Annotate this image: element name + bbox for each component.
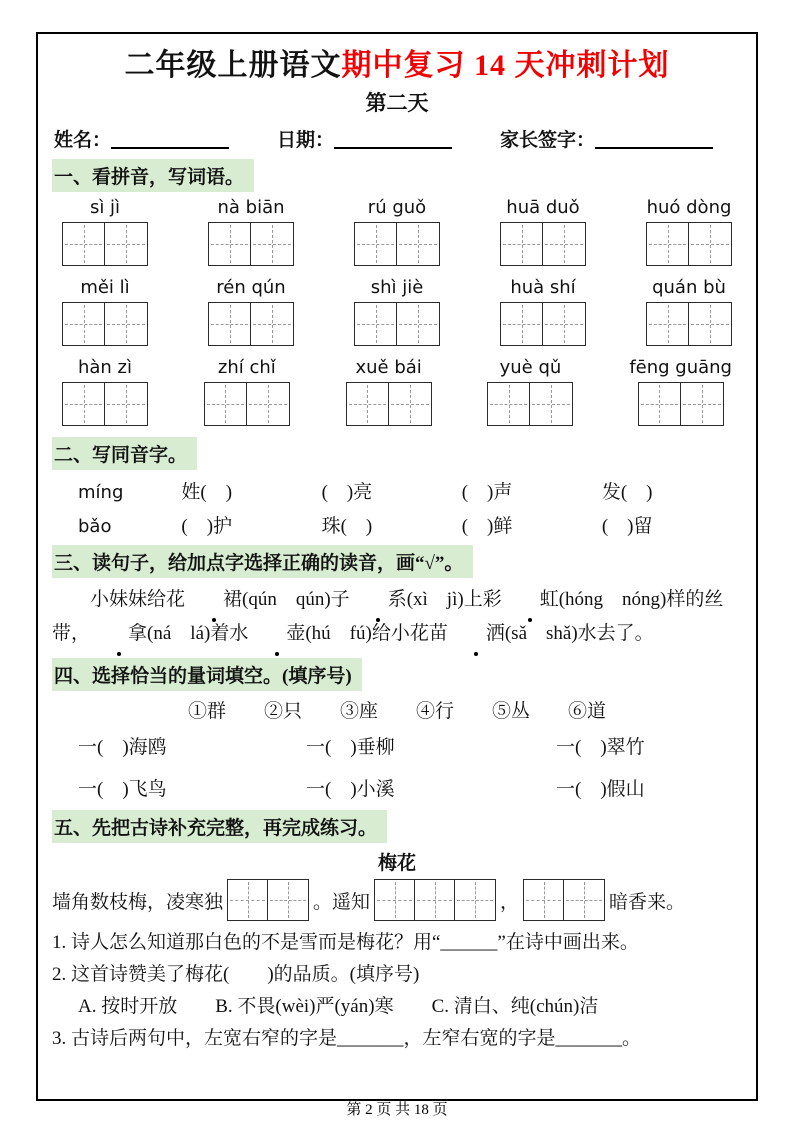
sentence-text: (hú fú)给小花苗 [305,623,448,644]
grid-cell [375,880,415,920]
measure-blank: 一( )翠竹 [556,737,645,758]
grid-cell [105,383,147,425]
poem-text: 。遥知 [313,891,371,913]
grid-cell [63,223,105,265]
day-subtitle: 第二天 [365,91,429,115]
pinyin-label: quán bù [652,277,726,298]
grid-cell [105,303,147,345]
grid-cell [355,303,397,345]
pinyin-label: shì jiè [370,277,424,298]
homophone-pinyin: bǎo [78,516,112,537]
homophone-blank: ( )声 [461,482,513,503]
grid-cell [501,303,543,345]
pinyin-label: zhí chǐ [217,357,276,378]
homophone-area [52,477,742,538]
poem-text: ， [500,891,520,913]
grid-cell [355,223,397,265]
section2 [52,437,742,470]
grid-cell [564,880,604,920]
dotted-char: 虹 [502,583,559,617]
pinyin-word-group [646,277,732,346]
date-blank-line [334,130,452,149]
grid-cell [543,303,585,345]
pinyin-label: huà shí [510,277,576,298]
section5-heading: 五、先把古诗补充完整，再完成练习。 [52,810,387,843]
pinyin-label: hàn zì [77,357,133,378]
name-blank-line [111,130,229,149]
grid-cell [268,880,308,920]
pinyin-word-group [204,357,290,426]
pinyin-word-group [500,277,586,346]
question-2-options: A. 按时开放 B. 不畏(wèi)严(yán)寒 C. 清白、纯(chún)洁 [78,996,599,1017]
pinyin-word-group [208,197,294,266]
measure-word-options: ①群 ②只 ③座 ④行 ⑤丛 ⑥道 [187,701,606,722]
homophone-row [52,511,742,538]
writing-grid [208,302,294,346]
name-field [54,125,229,152]
measure-blank: 一( )海鸥 [78,737,167,758]
grid-cell [639,383,681,425]
grid-cell [247,383,289,425]
grid-cell [689,223,731,265]
sentence-text: (xì jì)上彩 [406,589,502,610]
grid-cell [543,223,585,265]
writing-grid [62,382,148,426]
sentence-text: (sǎ shǎ)水去了。 [504,623,654,644]
grid-cell [455,880,495,920]
question-1: 1. 诗人怎么知道那白色的不是雪而是梅花？用“______”在诗中画出来。 [52,932,639,953]
question-3: 3. 古诗后两句中，左宽右窄的字是_______，左窄右宽的字是_______。 [52,1028,642,1049]
poem-text: 墙角数枝梅，凌寒独 [52,891,224,913]
writing-grid [346,382,432,426]
page-border-frame [36,32,758,1101]
measure-blank: 一( )垂柳 [306,737,395,758]
section2-heading: 二、写同音字。 [52,437,197,470]
sentence-text: 小妹妹给花 [90,589,186,610]
pinyin-word-group [62,277,148,346]
pinyin-word-group [500,197,586,266]
grid-cell [209,223,251,265]
pinyin-word-group [62,357,148,426]
page-footer: 第 2 页 共 18 页 [346,1102,448,1118]
grid-cell [205,383,247,425]
homophone-blank: ( )护 [181,516,233,537]
grid-cell [251,303,293,345]
writing-grid [227,879,309,921]
section3 [52,545,742,578]
pinyin-label: rén qún [216,277,286,298]
grid-cell [681,383,723,425]
pinyin-label: rú guǒ [367,197,427,218]
grid-cell [530,383,572,425]
grid-cell [397,223,439,265]
writing-grid [500,222,586,266]
poem-text: 暗香来。 [609,891,686,913]
pinyin-word-group [354,197,440,266]
dotted-char: 裙 [185,583,242,617]
writing-grid [354,302,440,346]
grid-cell [501,223,543,265]
writing-grid [374,879,496,921]
name-label: 姓名： [54,130,112,151]
poem-fill-line [52,879,742,921]
dotted-char: 洒 [448,617,505,651]
grid-cell [397,303,439,345]
homophone-row [52,477,742,504]
date-field [277,125,452,152]
pinyin-word-group [646,197,732,266]
title-course: 二年级上册语文 [124,49,342,82]
measure-blank: 一( )小溪 [306,779,395,800]
sentence-text: (hóng nóng)样的丝带， [52,589,724,644]
grid-cell [63,383,105,425]
date-label: 日期： [277,130,335,151]
homophone-blank: ( )留 [601,516,653,537]
pinyin-label: fēng guāng [629,357,732,378]
pronunciation-sentence [52,583,742,651]
pinyin-row [52,197,742,266]
pinyin-word-group [629,357,732,426]
section3-heading: 三、读句子，给加点字选择正确的读音，画“√”。 [52,545,473,578]
section4-heading: 四、选择恰当的量词填空。(填序号) [52,658,362,691]
signature-field [500,125,713,152]
grid-cell [647,303,689,345]
grid-cell [488,383,530,425]
writing-grid [204,382,290,426]
grid-cell [63,303,105,345]
signature-label: 家长签字： [500,130,596,151]
measure-blank: 一( )飞鸟 [78,779,167,800]
pinyin-label: yuè qǔ [499,357,562,378]
pinyin-row [52,277,742,346]
writing-grid [523,879,605,921]
info-row [52,125,742,152]
dotted-char: 拿 [90,617,147,651]
poem-title: 梅花 [377,853,416,874]
pinyin-word-group [354,277,440,346]
homophone-blank: ( )鲜 [461,516,513,537]
homophone-blank: 珠( ) [321,516,373,537]
sentence-text: (ná lá)着水 [147,623,249,644]
grid-cell [415,880,455,920]
pinyin-word-group [487,357,573,426]
sentence-text: (qún qún)子 [242,589,350,610]
grid-cell [209,303,251,345]
pinyin-label: nà biān [217,197,285,218]
homophone-blank: 姓( ) [181,482,233,503]
grid-cell [389,383,431,425]
section1-heading: 一、看拼音，写词语。 [52,159,254,192]
dotted-char: 壶 [248,617,305,651]
section5 [52,810,742,843]
grid-cell [251,223,293,265]
writing-grid [208,222,294,266]
signature-blank-line [595,130,713,149]
writing-grid [354,222,440,266]
pinyin-label: huó dòng [646,197,732,218]
grid-cell [524,880,564,920]
pinyin-word-group [346,357,432,426]
question-2: 2. 这首诗赞美了梅花( )的品质。(填序号) [52,964,420,985]
measure-word-blanks [52,726,742,803]
pinyin-writing-area [52,197,742,426]
pinyin-word-group [208,277,294,346]
writing-grid [487,382,573,426]
homophone-blank: 发( ) [601,482,653,503]
pinyin-label: měi lì [80,277,130,298]
pinyin-word-group [62,197,148,266]
pinyin-row [52,357,742,426]
grid-cell [105,223,147,265]
section4 [52,658,742,691]
homophone-blank: ( )亮 [321,482,373,503]
pinyin-label: huā duǒ [506,197,580,218]
pinyin-label: xuě bái [355,357,422,378]
title-plan: 期中复习 14 天冲刺计划 [341,49,670,82]
grid-cell [647,223,689,265]
grid-cell [228,880,268,920]
writing-grid [62,222,148,266]
writing-grid [500,302,586,346]
pinyin-label: sì jì [89,197,121,218]
grid-cell [689,303,731,345]
writing-grid [646,302,732,346]
dotted-char: 系 [350,583,407,617]
grid-cell [347,383,389,425]
page-title [52,40,742,84]
writing-grid [638,382,724,426]
measure-blank: 一( )假山 [556,779,645,800]
writing-grid [62,302,148,346]
homophone-pinyin: míng [78,482,124,503]
section1 [52,159,742,192]
writing-grid [646,222,732,266]
